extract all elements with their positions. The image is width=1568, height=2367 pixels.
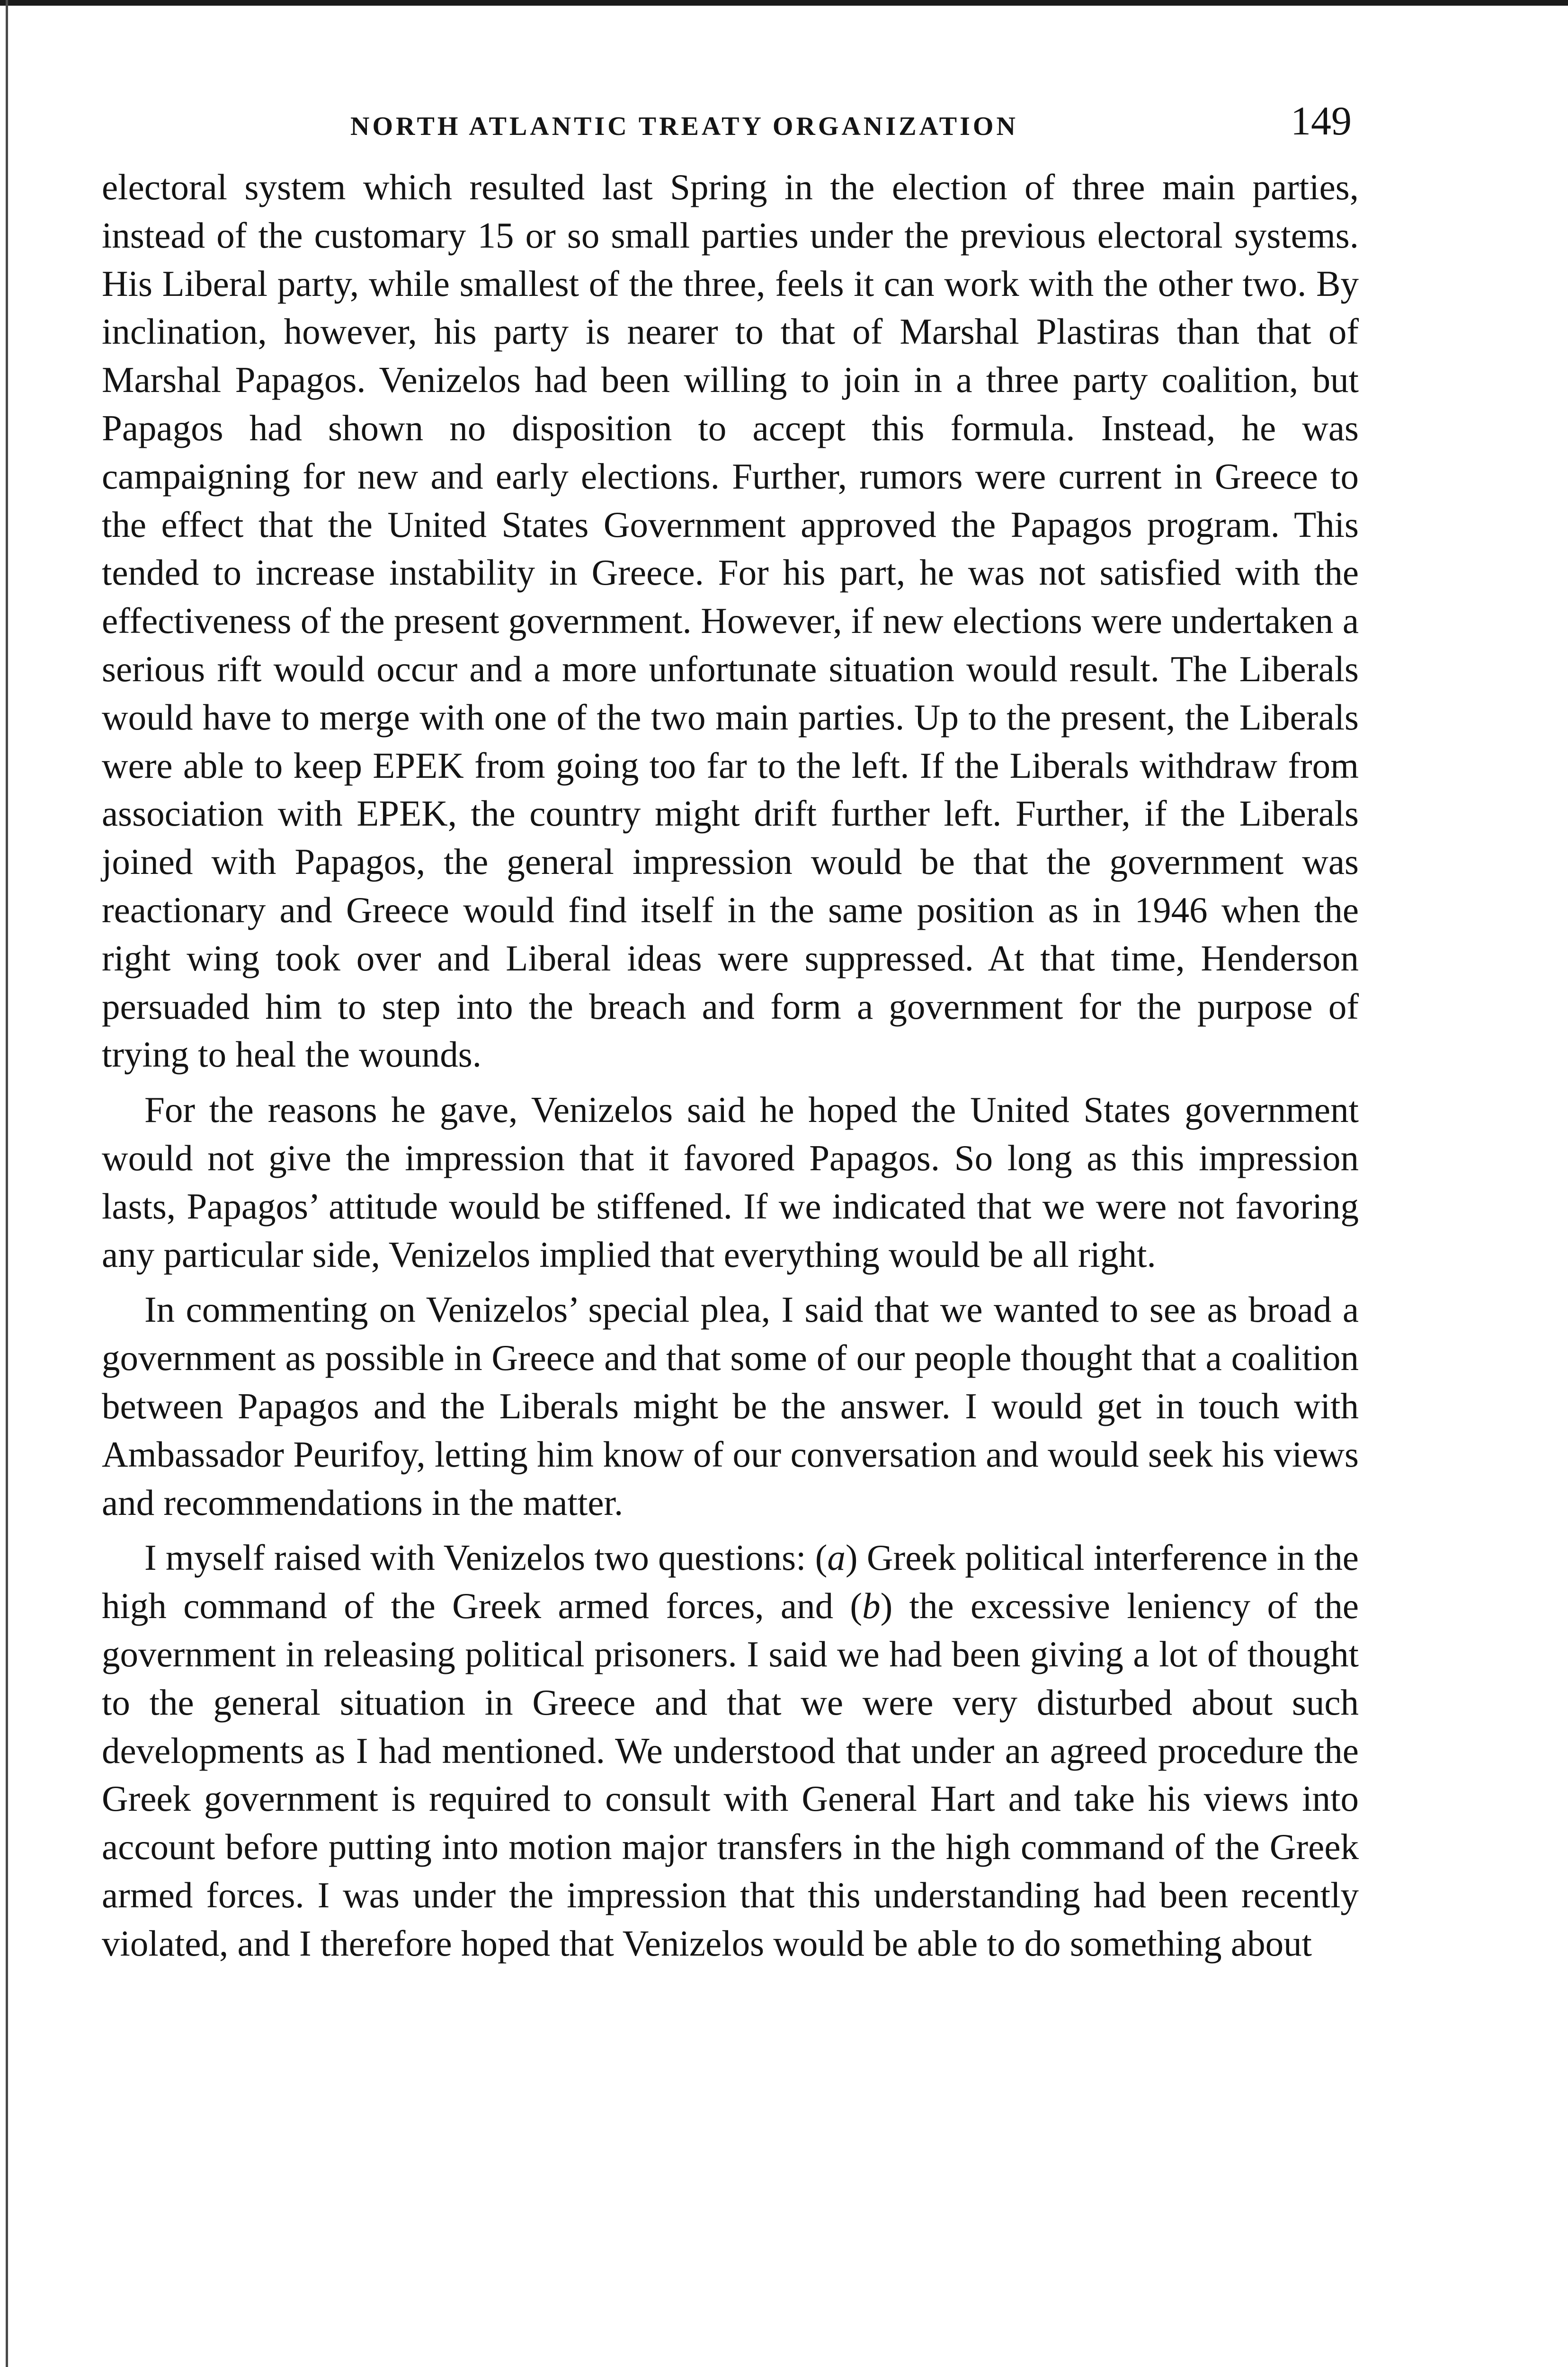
running-title: NORTH ATLANTIC TREATY ORGANIZATION	[350, 112, 1018, 141]
left-border-rule	[6, 0, 8, 2367]
item-marker-a: a	[827, 1537, 846, 1578]
top-border-rule	[0, 0, 1568, 6]
body-text	[102, 163, 1359, 1967]
document-page	[102, 92, 1380, 1975]
item-marker-b: b	[862, 1585, 881, 1627]
paragraph: In commenting on Venizelos’ special plea, I said that we wanted to see as broad a government as possible in Greece and that some of our people thought that a coalition between Papagos and the Liberals might be the answer. I would get in touch with Ambassador Peurifoy, letting him know of our conversation and would seek his views and recommendations in the matter.	[102, 1289, 1359, 1523]
paragraph-questions	[102, 1534, 1359, 1967]
page-number: 149	[1291, 98, 1352, 143]
paragraph-text: I myself raised with Venizelos two questions: (	[144, 1537, 828, 1578]
running-header	[102, 92, 1380, 149]
paragraph-continued: electoral system which resulted last Spring in the election of three main parties, instead of the customary 15 or so small parties under the previous electoral systems. His Liberal party, while smallest of the three, feels it can work with the other two. By inclination, however, his party is nearer to that of Marshal Plastiras than that of Marshal Papagos. Venizelos had been willing to join in a three party coalition, but Papagos had shown no disposition to accept this formula. Instead, he was campaigning for new and early elections. Further, rumors were current in Greece to the effect that the United States Government approved the Papagos program. This tended to increase instability in Greece. For his part, he was not satisfied with the effectiveness of the present government. However, if new elections were undertaken a serious rift would occur and a more unfortunate situation would result. The Liberals would have to merge with one of the two main parties. Up to the present, the Liberals were able to keep EPEK from going too far to the left. If the Liberals withdraw from association with EPEK, the country might drift further left. Further, if the Liberals joined with Papagos, the general impression would be that the government was reactionary and Greece would find itself in the same position as in 1946 when the right wing took over and Liberal ideas were suppressed. At that time, Henderson persuaded him to step into the breach and form a government for the purpose of trying to heal the wounds.	[102, 167, 1359, 1075]
paragraph: For the reasons he gave, Venizelos said he hoped the United States government would not give the impression that it favored Papagos. So long as this impression lasts, Papagos’ attitude would be stiffened. If we indicated that we were not favoring any particular side, Venizelos implied that everything would be all right.	[102, 1089, 1359, 1275]
paragraph-text: ) the excessive leniency of the government in releasing political prisoners. I said we had been giving a lot of thought to the general situation in Greece and that we were very disturbed about such developments as I had mentioned. We understood that under an agreed procedure the Greek government is required to consult with General Hart and take his views into account before putting into motion major transfers in the high command of the Greek armed forces. I was under the impression that this understanding had been recently violated, and I therefore hoped that Venizelos would be able to do something about	[102, 1585, 1359, 1964]
paragraph-text: ) Greek political interference in the high command of the Greek armed forces, and (	[102, 1537, 1359, 1627]
